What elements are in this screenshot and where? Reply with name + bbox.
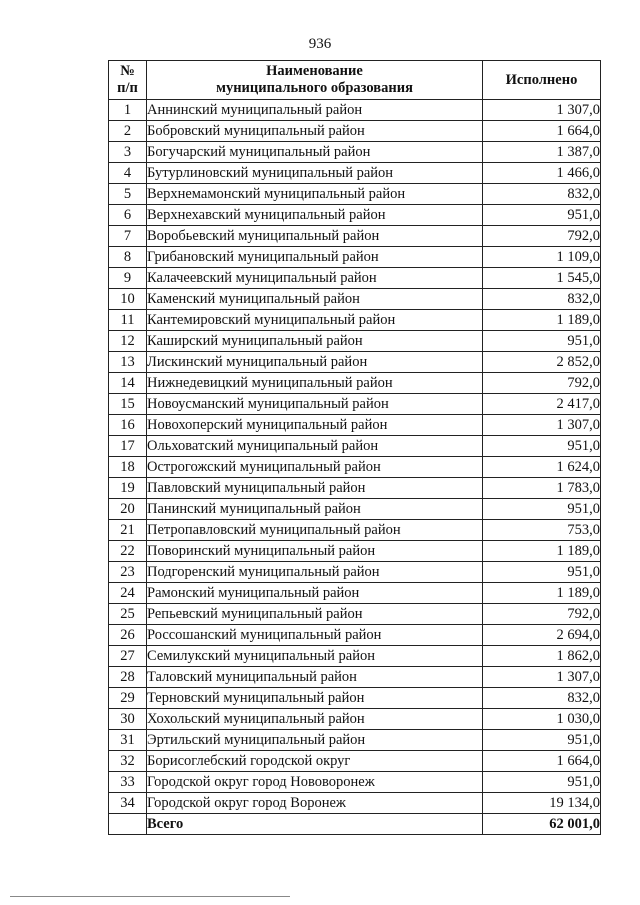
row-number: 8 xyxy=(109,247,147,268)
row-name: Петропавловский муниципальный район xyxy=(147,520,483,541)
row-number: 26 xyxy=(109,625,147,646)
row-name: Хохольский муниципальный район xyxy=(147,709,483,730)
row-name: Нижнедевицкий муниципальный район xyxy=(147,373,483,394)
row-number: 33 xyxy=(109,772,147,793)
row-number: 3 xyxy=(109,142,147,163)
row-number: 2 xyxy=(109,121,147,142)
row-value: 1 545,0 xyxy=(483,268,601,289)
header-name-line1: Наименование xyxy=(266,63,363,79)
row-name: Богучарский муниципальный район xyxy=(147,142,483,163)
row-name: Лискинский муниципальный район xyxy=(147,352,483,373)
row-value: 2 852,0 xyxy=(483,352,601,373)
row-number: 22 xyxy=(109,541,147,562)
row-name: Верхнехавский муниципальный район xyxy=(147,205,483,226)
table-row xyxy=(109,415,601,436)
table-row xyxy=(109,667,601,688)
footer-divider xyxy=(10,896,290,897)
table-row xyxy=(109,289,601,310)
row-value: 1 189,0 xyxy=(483,541,601,562)
table-header-row xyxy=(109,61,601,100)
row-number: 27 xyxy=(109,646,147,667)
row-value: 1 466,0 xyxy=(483,163,601,184)
header-number-line1: № xyxy=(120,63,135,79)
row-value: 792,0 xyxy=(483,226,601,247)
row-value: 2 694,0 xyxy=(483,625,601,646)
row-number: 11 xyxy=(109,310,147,331)
table-body xyxy=(109,100,601,814)
row-value: 951,0 xyxy=(483,772,601,793)
row-name: Верхнемамонский муниципальный район xyxy=(147,184,483,205)
row-value: 1 307,0 xyxy=(483,415,601,436)
row-name: Таловский муниципальный район xyxy=(147,667,483,688)
row-value: 1 624,0 xyxy=(483,457,601,478)
total-number-cell xyxy=(109,814,147,835)
row-name: Рамонский муниципальный район xyxy=(147,583,483,604)
row-value: 1 189,0 xyxy=(483,310,601,331)
row-number: 9 xyxy=(109,268,147,289)
table-row xyxy=(109,772,601,793)
row-name: Подгоренский муниципальный район xyxy=(147,562,483,583)
row-value: 951,0 xyxy=(483,436,601,457)
page-number: 936 xyxy=(308,36,332,52)
table-row xyxy=(109,268,601,289)
table-row xyxy=(109,751,601,772)
table-row xyxy=(109,163,601,184)
total-row xyxy=(109,814,601,835)
table-row xyxy=(109,247,601,268)
table-row xyxy=(109,184,601,205)
header-number xyxy=(109,61,147,100)
table-row xyxy=(109,142,601,163)
row-number: 23 xyxy=(109,562,147,583)
table-row xyxy=(109,331,601,352)
row-value: 832,0 xyxy=(483,184,601,205)
table-row xyxy=(109,205,601,226)
row-name: Бутурлиновский муниципальный район xyxy=(147,163,483,184)
table-row xyxy=(109,394,601,415)
total-value: 62 001,0 xyxy=(483,814,601,835)
row-name: Бобровский муниципальный район xyxy=(147,121,483,142)
row-number: 15 xyxy=(109,394,147,415)
row-name: Острогожский муниципальный район xyxy=(147,457,483,478)
row-name: Ольховатский муниципальный район xyxy=(147,436,483,457)
row-number: 32 xyxy=(109,751,147,772)
row-value: 1 030,0 xyxy=(483,709,601,730)
table-row xyxy=(109,625,601,646)
row-name: Семилукский муниципальный район xyxy=(147,646,483,667)
row-name: Эртильский муниципальный район xyxy=(147,730,483,751)
table-row xyxy=(109,541,601,562)
table-row xyxy=(109,604,601,625)
row-number: 10 xyxy=(109,289,147,310)
row-number: 13 xyxy=(109,352,147,373)
row-value: 1 664,0 xyxy=(483,751,601,772)
row-name: Борисоглебский городской округ xyxy=(147,751,483,772)
row-value: 951,0 xyxy=(483,730,601,751)
row-value: 1 664,0 xyxy=(483,121,601,142)
table-row xyxy=(109,793,601,814)
row-number: 30 xyxy=(109,709,147,730)
row-number: 31 xyxy=(109,730,147,751)
table-row xyxy=(109,730,601,751)
table-row xyxy=(109,352,601,373)
row-number: 4 xyxy=(109,163,147,184)
row-value: 951,0 xyxy=(483,562,601,583)
row-number: 25 xyxy=(109,604,147,625)
row-name: Грибановский муниципальный район xyxy=(147,247,483,268)
table-row xyxy=(109,100,601,121)
table-row xyxy=(109,373,601,394)
table-row xyxy=(109,646,601,667)
row-name: Панинский муниципальный район xyxy=(147,499,483,520)
header-name-line2: муниципального образования xyxy=(216,80,413,96)
row-name: Павловский муниципальный район xyxy=(147,478,483,499)
row-number: 18 xyxy=(109,457,147,478)
row-number: 24 xyxy=(109,583,147,604)
row-value: 1 307,0 xyxy=(483,100,601,121)
table-row xyxy=(109,121,601,142)
row-value: 832,0 xyxy=(483,289,601,310)
row-number: 20 xyxy=(109,499,147,520)
row-name: Терновский муниципальный район xyxy=(147,688,483,709)
row-value: 1 307,0 xyxy=(483,667,601,688)
row-name: Поворинский муниципальный район xyxy=(147,541,483,562)
row-name: Калачеевский муниципальный район xyxy=(147,268,483,289)
row-number: 28 xyxy=(109,667,147,688)
row-value: 832,0 xyxy=(483,688,601,709)
table-row xyxy=(109,436,601,457)
row-value: 1 783,0 xyxy=(483,478,601,499)
row-name: Кантемировский муниципальный район xyxy=(147,310,483,331)
row-number: 12 xyxy=(109,331,147,352)
row-name: Аннинский муниципальный район xyxy=(147,100,483,121)
row-value: 792,0 xyxy=(483,604,601,625)
header-number-line2: п/п xyxy=(117,80,138,96)
row-value: 1 862,0 xyxy=(483,646,601,667)
row-number: 5 xyxy=(109,184,147,205)
row-number: 17 xyxy=(109,436,147,457)
row-number: 21 xyxy=(109,520,147,541)
row-value: 753,0 xyxy=(483,520,601,541)
row-name: Городской округ город Воронеж xyxy=(147,793,483,814)
row-name: Воробьевский муниципальный район xyxy=(147,226,483,247)
row-number: 29 xyxy=(109,688,147,709)
row-value: 951,0 xyxy=(483,331,601,352)
row-value: 1 189,0 xyxy=(483,583,601,604)
header-value: Исполнено xyxy=(483,61,601,100)
row-name: Каширский муниципальный район xyxy=(147,331,483,352)
row-number: 1 xyxy=(109,100,147,121)
row-name: Новохоперский муниципальный район xyxy=(147,415,483,436)
row-number: 7 xyxy=(109,226,147,247)
row-number: 34 xyxy=(109,793,147,814)
table-row xyxy=(109,499,601,520)
table-row xyxy=(109,478,601,499)
row-name: Репьевский муниципальный район xyxy=(147,604,483,625)
row-number: 16 xyxy=(109,415,147,436)
table-row xyxy=(109,520,601,541)
row-value: 951,0 xyxy=(483,499,601,520)
table-row xyxy=(109,226,601,247)
row-name: Городской округ город Нововоронеж xyxy=(147,772,483,793)
row-value: 951,0 xyxy=(483,205,601,226)
row-name: Новоусманский муниципальный район xyxy=(147,394,483,415)
table-row xyxy=(109,583,601,604)
row-value: 2 417,0 xyxy=(483,394,601,415)
row-number: 19 xyxy=(109,478,147,499)
row-value: 19 134,0 xyxy=(483,793,601,814)
table-row xyxy=(109,562,601,583)
table-row xyxy=(109,310,601,331)
row-value: 792,0 xyxy=(483,373,601,394)
row-value: 1 109,0 xyxy=(483,247,601,268)
row-name: Каменский муниципальный район xyxy=(147,289,483,310)
table-row xyxy=(109,457,601,478)
header-name xyxy=(147,61,483,100)
table-row xyxy=(109,688,601,709)
row-number: 6 xyxy=(109,205,147,226)
row-number: 14 xyxy=(109,373,147,394)
row-name: Россошанский муниципальный район xyxy=(147,625,483,646)
allocation-table xyxy=(108,60,601,835)
row-value: 1 387,0 xyxy=(483,142,601,163)
table-row xyxy=(109,709,601,730)
total-label: Всего xyxy=(147,814,483,835)
